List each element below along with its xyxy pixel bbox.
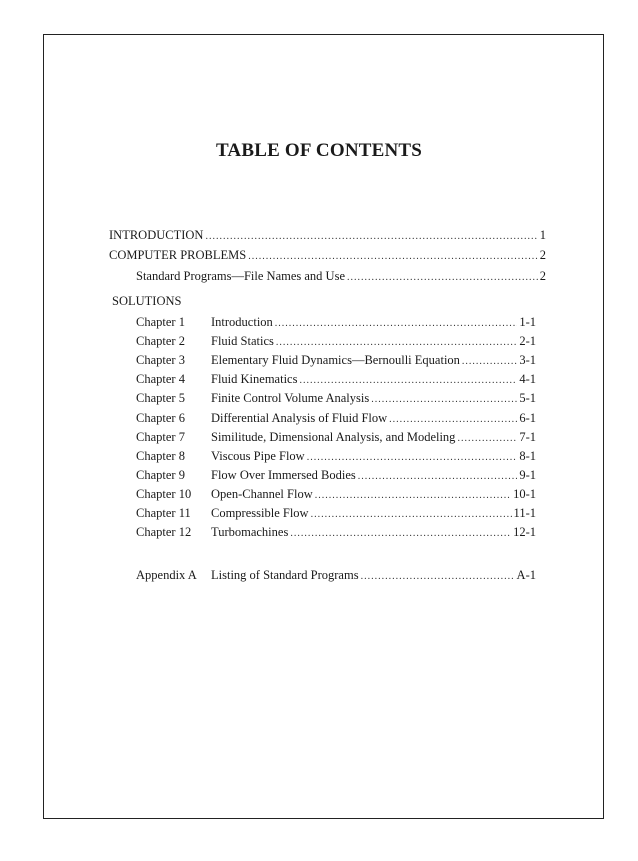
- chapter-label: Chapter 4: [136, 372, 185, 386]
- toc-entry-label: Open-Channel Flow: [211, 487, 313, 501]
- toc-entry-label: Finite Control Volume Analysis: [211, 391, 370, 405]
- toc-entry-label: INTRODUCTION: [109, 228, 204, 242]
- chapter-label: Chapter 11: [136, 506, 191, 520]
- toc-entry-introduction[interactable]: [109, 228, 546, 243]
- toc-entry-chapter[interactable]: [211, 334, 536, 349]
- leader-dots: [462, 356, 517, 367]
- toc-entry-label: Viscous Pipe Flow: [211, 449, 305, 463]
- toc-entry-label: Listing of Standard Programs: [211, 568, 359, 582]
- toc-entry-page: 8-1: [519, 449, 536, 463]
- toc-entry-page: 2-1: [519, 334, 536, 348]
- leader-dots: [361, 571, 515, 582]
- toc-entry-label: Fluid Statics: [211, 334, 274, 348]
- toc-entry-label: Turbomachines: [211, 525, 289, 539]
- toc-entry-chapter[interactable]: [211, 525, 536, 540]
- toc-entry-label: Fluid Kinematics: [211, 372, 298, 386]
- toc-entry-page: 1-1: [519, 315, 536, 329]
- toc-entry-chapter[interactable]: [211, 353, 536, 368]
- chapter-label: Chapter 8: [136, 449, 185, 463]
- toc-entry-page: 2: [539, 269, 546, 283]
- leader-dots: [389, 414, 517, 425]
- chapter-label: Chapter 2: [136, 334, 185, 348]
- toc-entry-page: 2: [539, 248, 546, 262]
- toc-entry-chapter[interactable]: [211, 372, 536, 387]
- toc-entry-chapter[interactable]: [211, 411, 536, 426]
- leader-dots: [347, 272, 538, 283]
- toc-entry-page: 11-1: [513, 506, 536, 520]
- chapter-label: Chapter 10: [136, 487, 192, 501]
- leader-dots: [276, 337, 517, 348]
- chapter-label: Chapter 12: [136, 525, 192, 539]
- toc-entry-page: 6-1: [519, 411, 536, 425]
- toc-entry-standard-programs[interactable]: [136, 269, 546, 284]
- toc-entry-page: 5-1: [519, 391, 536, 405]
- chapter-label: Chapter 1: [136, 315, 185, 329]
- leader-dots: [311, 509, 512, 520]
- chapter-label: Chapter 9: [136, 468, 185, 482]
- toc-entry-page: 7-1: [519, 430, 536, 444]
- chapter-label: Chapter 6: [136, 411, 185, 425]
- toc-entry-chapter[interactable]: [211, 468, 536, 483]
- appendix-label: Appendix A: [136, 568, 197, 582]
- leader-dots: [307, 452, 518, 463]
- toc-entry-label: Introduction: [211, 315, 273, 329]
- chapter-label: Chapter 3: [136, 353, 185, 367]
- toc-entry-chapter[interactable]: [211, 449, 536, 464]
- toc-entry-label: Standard Programs—File Names and Use: [136, 269, 345, 283]
- toc-entry-page: 4-1: [519, 372, 536, 386]
- chapter-label: Chapter 5: [136, 391, 185, 405]
- toc-entry-label: Elementary Fluid Dynamics—Bernoulli Equation: [211, 353, 460, 367]
- toc-entry-label: Similitude, Dimensional Analysis, and Modeling: [211, 430, 456, 444]
- solutions-heading: SOLUTIONS: [112, 294, 182, 308]
- toc-entry-chapter[interactable]: [211, 391, 536, 406]
- chapter-label: Chapter 7: [136, 430, 185, 444]
- toc-entry-page: 10-1: [513, 487, 536, 501]
- toc-entry-label: Flow Over Immersed Bodies: [211, 468, 356, 482]
- leader-dots: [290, 528, 511, 539]
- leader-dots: [358, 471, 518, 482]
- leader-dots: [205, 231, 537, 242]
- toc-entry-chapter[interactable]: [211, 430, 536, 445]
- toc-entry-computer-problems[interactable]: [109, 248, 546, 263]
- toc-entry-chapter[interactable]: [211, 315, 536, 330]
- toc-entry-appendix[interactable]: [211, 568, 536, 583]
- toc-entry-label: COMPUTER PROBLEMS: [109, 248, 247, 262]
- toc-entry-page: 9-1: [519, 468, 536, 482]
- toc-entry-page: 12-1: [513, 525, 536, 539]
- toc-entry-page: 1: [539, 228, 546, 242]
- toc-entry-page: 3-1: [519, 353, 536, 367]
- toc-entry-label: Differential Analysis of Fluid Flow: [211, 411, 388, 425]
- page-title: TABLE OF CONTENTS: [215, 140, 423, 161]
- leader-dots: [248, 251, 538, 262]
- leader-dots: [371, 394, 517, 405]
- toc-entry-label: Compressible Flow: [211, 506, 309, 520]
- leader-dots: [315, 490, 511, 501]
- toc-entry-chapter[interactable]: [211, 506, 536, 521]
- leader-dots: [275, 318, 518, 329]
- leader-dots: [457, 433, 517, 444]
- toc-entry-page: A-1: [516, 568, 536, 582]
- leader-dots: [299, 375, 517, 386]
- toc-entry-chapter[interactable]: [211, 487, 536, 502]
